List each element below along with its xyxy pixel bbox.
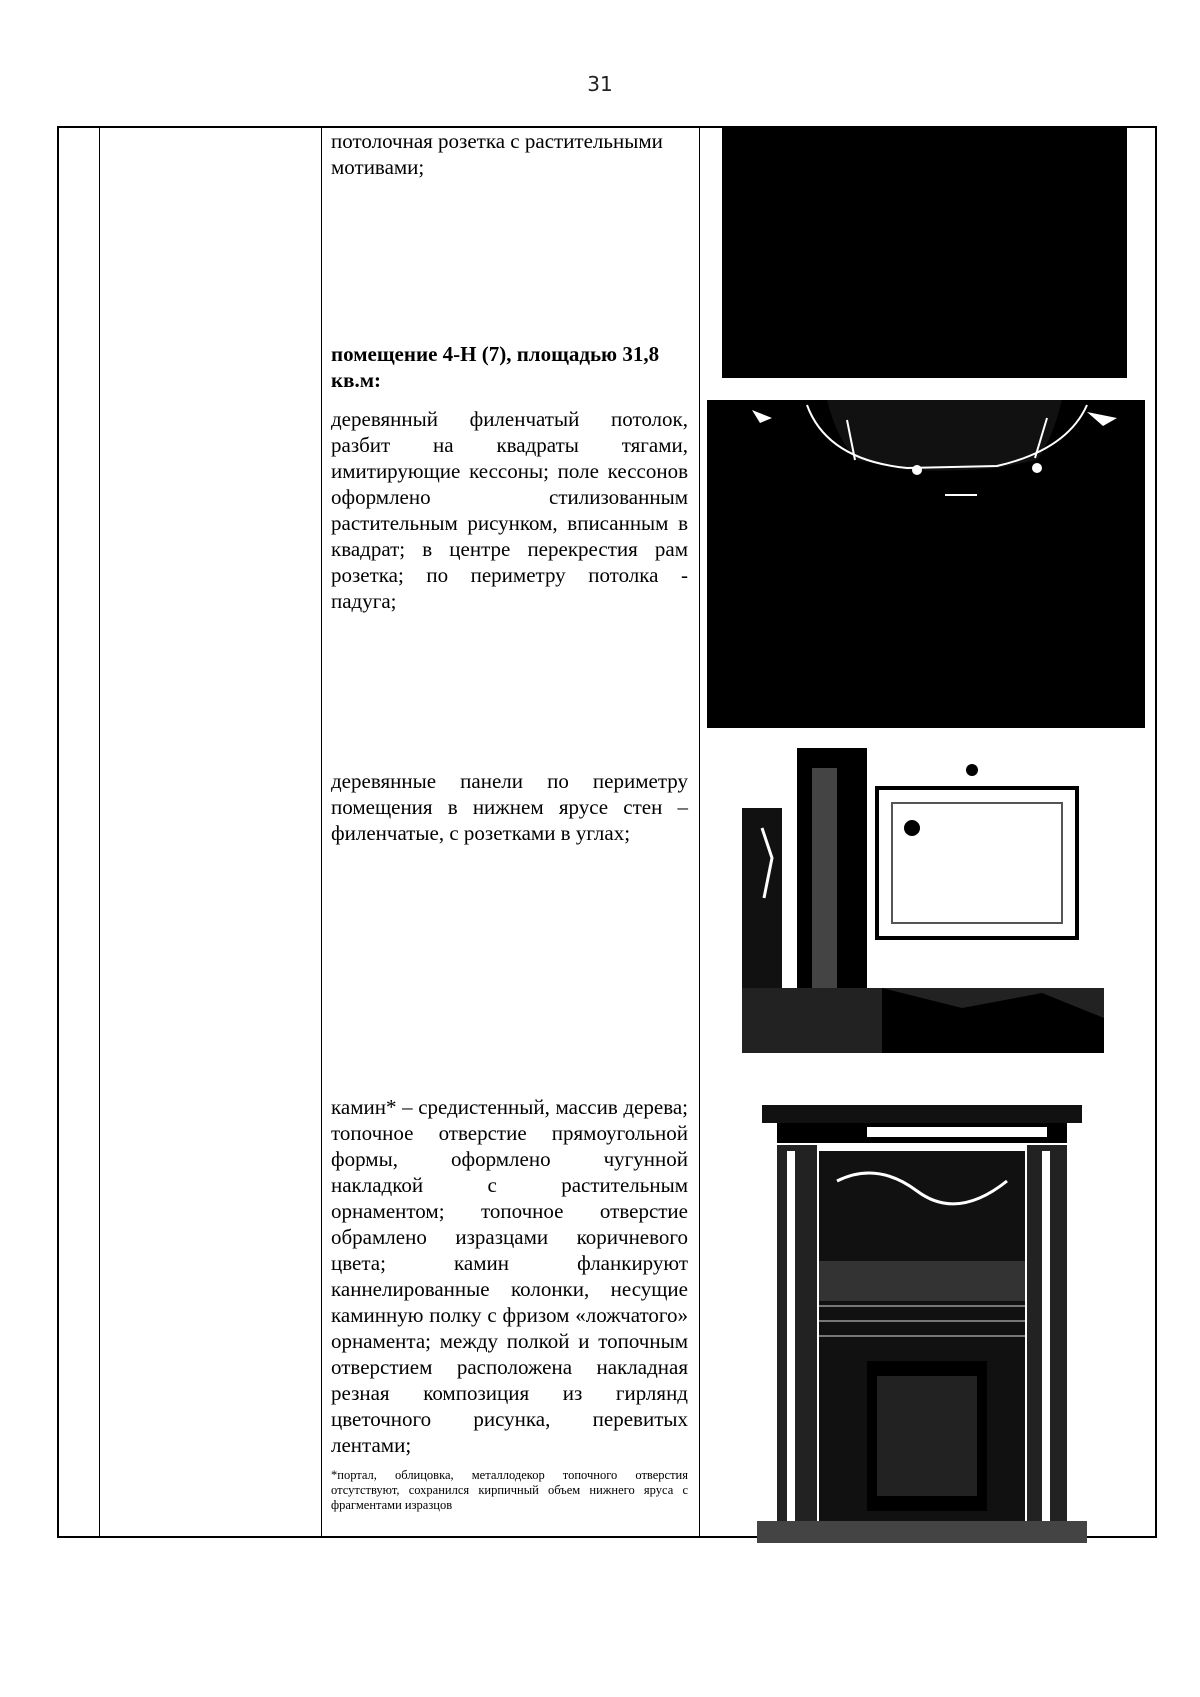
column-divider-2 [321, 128, 322, 1536]
ceiling-description: деревянный филенчатый потолок, разбит на квадраты тягами, имитирующие кессоны; поле кессонов оформлено стилизованным растительным рисунком, вписанным в квадрат; в центре перекрестия рам розетка; по периметру потолка - падуга; [331, 407, 688, 613]
panels-description: деревянные панели по периметру помещения в нижнем ярусе стен – филенчатые, с розетками в углах; [331, 769, 688, 845]
panels-photo [742, 748, 1104, 1053]
room-heading: помещение 4-Н (7), площадью 31,8 кв.м: [331, 342, 660, 392]
column-divider-3 [699, 128, 700, 1536]
fireplace-footnote: *портал, облицовка, металлодекор топочного отверстия отсутствуют, сохранился кирпичный объем нижнего яруса с фрагментами изразцов [331, 1468, 688, 1512]
fireplace-description: камин* – средистенный, массив дерева; топочное отверстие прямоугольной формы, оформлено чугунной накладкой с растительным орнаментом; топочное отверстие обрамлено изразцами коричневого цвета; камин фланкируют каннелированные колонки, несущие каминную полку с фризом «ложчатого» орнамента; между полкой и топочным отверстием расположена накладная резная композиция из гирлянд цветочного рисунка, перевитых лентами; [331, 1095, 688, 1457]
ceiling-rosette-text: потолочная розетка с растительными мотивами; [331, 129, 663, 179]
fireplace-photo [757, 1101, 1087, 1543]
column-divider-1 [99, 128, 100, 1536]
ceiling-photo [707, 400, 1145, 728]
ceiling-rosette-photo [722, 126, 1127, 378]
page-number: 31 [587, 72, 613, 96]
